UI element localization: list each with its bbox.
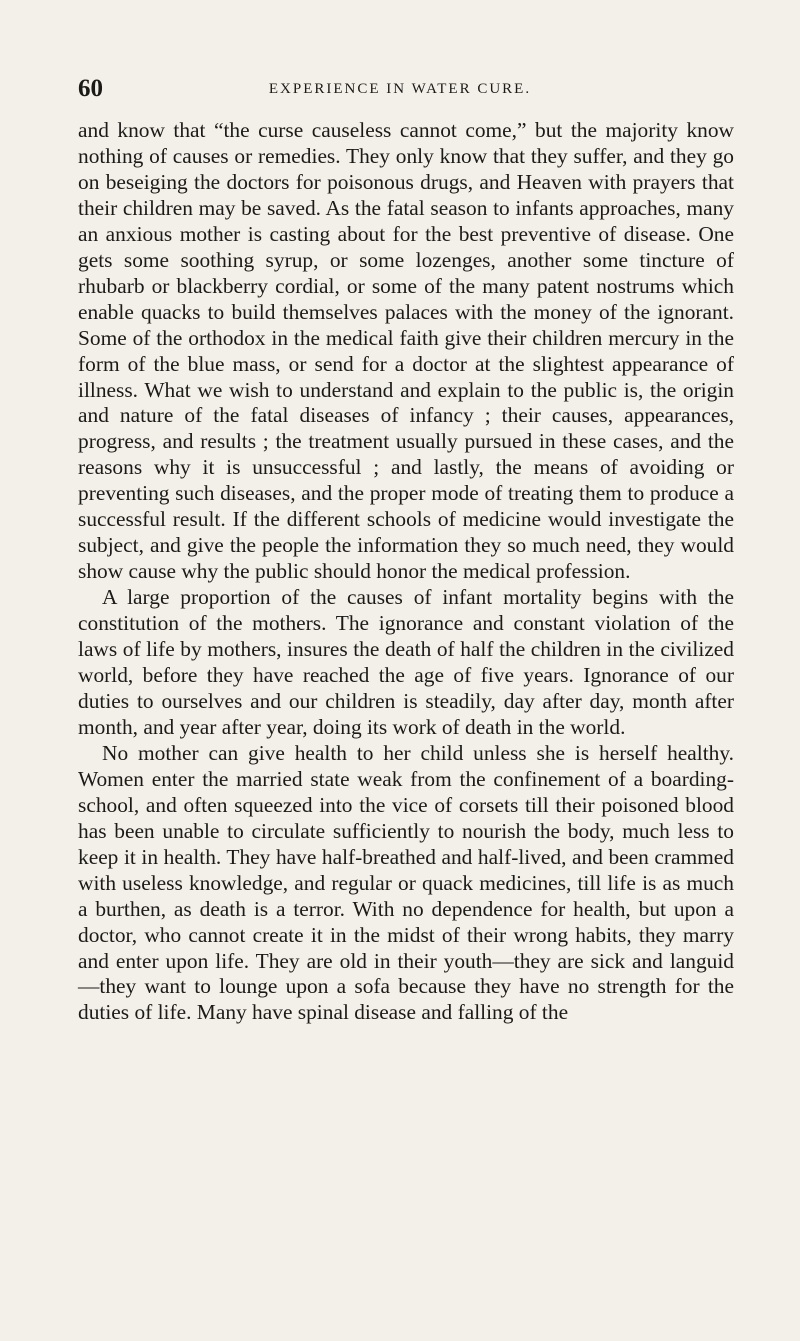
page-number: 60 [78,75,103,102]
page-header [78,74,722,104]
paragraph-infant-mortality: A large proportion of the causes of infant mortality begins with the constitution of the mothers. The ignorance and constant violation of the laws of life by mothers, insures the death of half the children in the civilized world, before they have reached the age of five years. Ignorance of our duties to ourselves and our children is steadily, day after day, month after month, and year after year, doing its work of death in the world. [78,585,734,739]
body-text [78,118,734,1026]
paragraph-mother-health: No mother can give health to her child unless she is herself healthy. Women enter the married state weak from the confinement of a boarding-school, and often squeezed into the vice of corsets till their poisoned blood has been unable to circulate sufficiently to nourish the body, much less to keep it in health. They have half-breathed and half-lived, and been crammed with useless knowledge, and regular or quack medicines, till life is as much a burthen, as death is a terror. With no dependence for health, but upon a doctor, who cannot create it in the midst of their wrong habits, they marry and enter upon life. They are old in their youth—they are sick and languid—they want to lounge upon a sofa because they have no strength for the duties of life. Many have spinal disease and falling of the [78,740,734,1025]
running-title: EXPERIENCE IN WATER CURE. [268,80,532,97]
paragraph-continued: and know that “the curse causeless cannot come,” but the majority know nothing of causes or remedies. They only know that they suffer, and they go on beseiging the doctors for poisonous drugs, and Heaven with prayers that their children may be saved. As the fatal season to infants approaches, many an anxious mother is casting about for the best preventive of disease. One gets some soothing syrup, or some lozenges, another some tincture of rhubarb or blackberry cordial, or some of the many patent nostrums which enable quacks to build themselves palaces with the money of the ignorant. Some of the orthodox in the medical faith give their children mercury in the form of the blue mass, or send for a doctor at the slightest appearance of illness. What we wish to understand and explain to the public is, the origin and nature of the fatal diseases of infancy ; their causes, appearances, progress, and results ; the treatment usually pursued in these cases, and the reasons why it is unsuccessful ; and lastly, the means of avoiding or preventing such diseases, and the proper mode of treating them to produce a successful result. If the different schools of medicine would investigate the subject, and give the people the information they so much need, they would show cause why the public should honor the medical profession. [78,118,734,584]
